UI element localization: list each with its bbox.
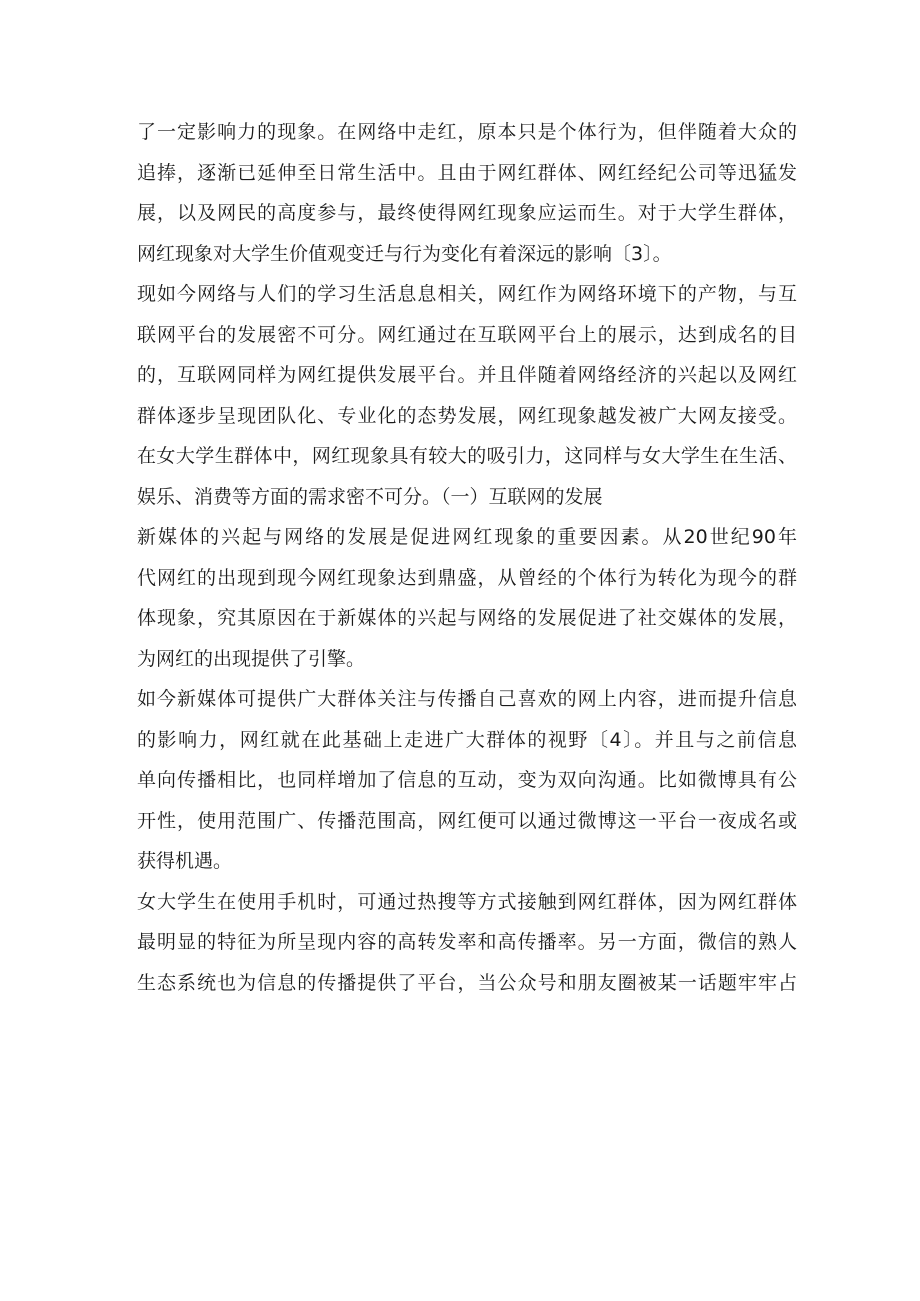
text-line: 如今新媒体可提供广大群体关注与传播自己喜欢的网上内容，进而提升信息 — [137, 688, 797, 710]
text-line: 为网红的出现提供了引擎。 — [137, 647, 366, 670]
text-line: 单向传播相比，也同样增加了信息的互动，变为双向沟通。比如微博具有公 — [137, 769, 797, 791]
text-line: 在女大学生群体中，网红现象具有较大的吸引力，这同样与女大学生在生活、 — [137, 445, 797, 467]
text-line: 开性，使用范围广、传播范围高，网红便可以通过微博这一平台一夜成名或 — [137, 809, 797, 832]
paragraph-1 — [137, 112, 797, 274]
paragraph-3 — [137, 517, 797, 679]
text-line: 体现象，究其原因在于新媒体的兴起与网络的发展促进了社交媒体的发展， — [137, 607, 797, 629]
text-line: 最明显的特征为所呈现内容的高转发率和高传播率。另一方面，微信的熟人 — [137, 931, 797, 953]
text-line: 群体逐步呈现团队化、专业化的态势发展，网红现象越发被广大网友接受。 — [137, 404, 797, 427]
text-line: 娱乐、消费等方面的需求密不可分。（一）互联网的发展 — [137, 485, 603, 508]
text-line: 的，互联网同样为网红提供发展平台。并且伴随着网络经济的兴起以及网红 — [137, 364, 797, 386]
text-line: 新媒体的兴起与网络的发展是促进网红现象的重要因素。从20世纪90年 — [137, 526, 797, 548]
paragraph-4 — [137, 679, 797, 882]
text-line: 代网红的出现到现今网红现象达到鼎盛，从曾经的个体行为转化为现今的群 — [137, 566, 797, 589]
text-line: 展，以及网民的高度参与，最终使得网红现象应运而生。对于大学生群体， — [137, 202, 797, 224]
paragraph-5 — [137, 882, 797, 1004]
text-line: 的影响力，网红就在此基础上走进广大群体的视野〔4〕。并且与之前信息 — [137, 728, 797, 751]
text-line: 获得机遇。 — [137, 850, 233, 872]
body-text — [137, 112, 797, 1003]
text-line: 联网平台的发展密不可分。网红通过在互联网平台上的展示，达到成名的目 — [137, 323, 797, 346]
text-line: 网红现象对大学生价值观变迁与行为变化有着深远的影响〔3〕。 — [137, 242, 672, 265]
text-line: 女大学生在使用手机时，可通过热搜等方式接触到网红群体，因为网红群体 — [137, 890, 797, 913]
text-line: 追捧，逐渐已延伸至日常生活中。且由于网红群体、网红经纪公司等迅猛发 — [137, 161, 797, 184]
text-line: 生态系统也为信息的传播提供了平台，当公众号和朋友圈被某一话题牢牢占 — [137, 971, 797, 994]
text-line: 现如今网络与人们的学习生活息息相关，网红作为网络环境下的产物，与互 — [137, 283, 797, 305]
paragraph-2 — [137, 274, 797, 517]
text-line: 了一定影响力的现象。在网络中走红，原本只是个体行为，但伴随着大众的 — [137, 121, 797, 143]
